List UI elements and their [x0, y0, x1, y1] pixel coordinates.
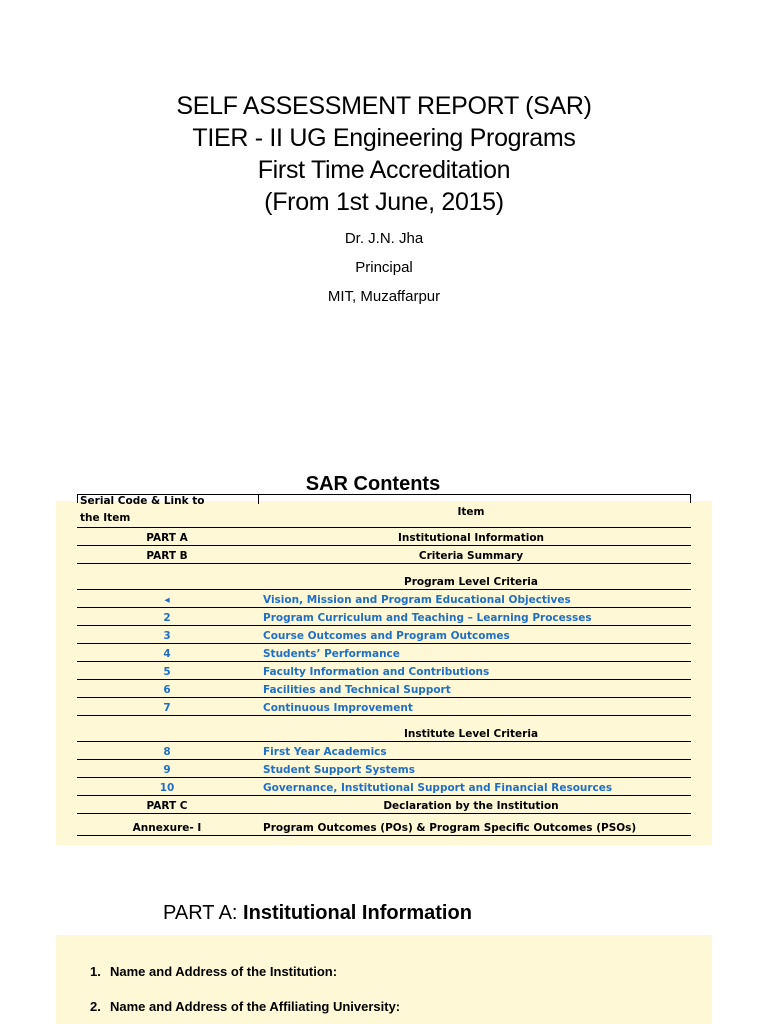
serial-code-cell: PART B — [146, 550, 188, 562]
item-cell[interactable]: Governance, Institutional Support and Financial Resources — [263, 782, 613, 794]
item-cell[interactable]: Program Curriculum and Teaching – Learning Processes — [263, 612, 592, 624]
table-row[interactable] — [77, 608, 691, 626]
title-line-1: SELF ASSESSMENT REPORT (SAR) — [176, 92, 592, 120]
info-item-text: Name and Address of the Institution: — [110, 964, 338, 979]
item-cell[interactable]: Faculty Information and Contributions — [263, 666, 490, 678]
table-row[interactable] — [77, 698, 691, 716]
table-row — [77, 796, 691, 814]
author-institution: MIT, Muzaffarpur — [327, 288, 441, 305]
part-a-title: Institutional Information — [243, 902, 472, 924]
serial-code-cell[interactable]: 7 — [163, 702, 171, 714]
item-cell: Criteria Summary — [418, 550, 524, 562]
table-row[interactable] — [77, 760, 691, 778]
header-serial-code: Serial Code & Link to the Item — [80, 495, 205, 524]
info-item-number: 2. — [90, 999, 101, 1014]
serial-code-cell[interactable]: 3 — [163, 630, 171, 642]
author-info — [0, 228, 768, 315]
serial-code-cell[interactable]: 4 — [163, 648, 171, 660]
author-role: Principal — [355, 259, 413, 276]
info-item-2 — [90, 999, 400, 1014]
serial-code-cell: PART A — [146, 532, 188, 544]
table-row — [77, 546, 691, 564]
info-item-number: 1. — [90, 964, 101, 979]
serial-code-cell[interactable]: 10 — [159, 782, 175, 794]
item-cell[interactable]: Course Outcomes and Program Outcomes — [263, 630, 510, 642]
title-line-2: TIER - II UG Engineering Programs — [192, 124, 576, 152]
serial-code-cell: Annexure- I — [132, 822, 202, 834]
table-row[interactable] — [77, 778, 691, 796]
item-cell: Program Level Criteria — [404, 576, 538, 588]
serial-code-cell[interactable]: 2 — [163, 612, 171, 624]
item-cell: Declaration by the Institution — [383, 800, 559, 812]
serial-code-cell[interactable]: 9 — [163, 764, 171, 776]
item-cell[interactable]: Vision, Mission and Program Educational Objectives — [263, 594, 571, 606]
info-item-text: Name and Address of the Affiliating University: — [110, 999, 401, 1014]
table-row — [77, 564, 691, 590]
item-cell: Institutional Information — [397, 532, 545, 544]
table-row[interactable] — [77, 680, 691, 698]
table-row[interactable] — [77, 742, 691, 760]
item-cell[interactable]: Students’ Performance — [263, 648, 400, 660]
serial-code-cell: PART C — [146, 800, 188, 812]
table-row — [77, 716, 691, 742]
item-cell[interactable]: Facilities and Technical Support — [263, 684, 451, 696]
serial-code-cell[interactable]: 5 — [163, 666, 171, 678]
table-row[interactable] — [77, 662, 691, 680]
item-cell: Program Outcomes (POs) & Program Specific Outcomes (PSOs) — [263, 822, 637, 834]
table-header-row — [77, 495, 691, 528]
part-a-prefix: PART A: — [163, 902, 244, 924]
item-cell[interactable]: Continuous Improvement — [263, 702, 413, 714]
header-item: Item — [457, 506, 485, 518]
table-row[interactable] — [77, 590, 691, 608]
table-row[interactable] — [77, 644, 691, 662]
report-title — [0, 90, 768, 218]
info-item-1 — [90, 964, 337, 979]
table-row — [77, 528, 691, 546]
author-name: Dr. J.N. Jha — [344, 230, 424, 247]
contents-heading: SAR Contents — [305, 473, 441, 495]
contents-table — [77, 495, 691, 836]
item-cell: Institute Level Criteria — [403, 728, 539, 740]
serial-code-cell[interactable]: 6 — [163, 684, 171, 696]
serial-code-cell[interactable]: ◂ — [164, 594, 170, 606]
title-line-4: (From 1st June, 2015) — [264, 188, 504, 216]
serial-code-cell[interactable]: 8 — [163, 746, 171, 758]
title-line-3: First Time Accreditation — [257, 156, 511, 184]
item-cell[interactable]: Student Support Systems — [263, 764, 415, 776]
part-a-heading — [163, 902, 472, 925]
table-row[interactable] — [77, 626, 691, 644]
item-cell[interactable]: First Year Academics — [263, 746, 387, 758]
table-row — [77, 814, 691, 836]
